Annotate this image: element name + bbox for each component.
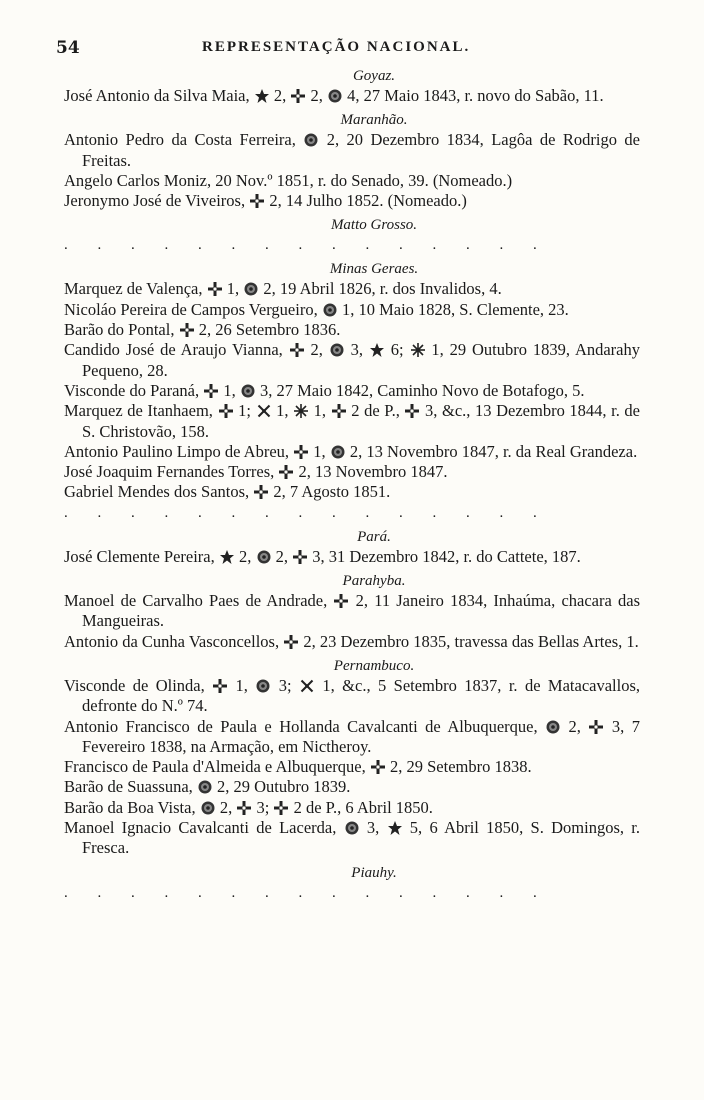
senator-entry [64,130,640,171]
cross-order-icon [405,404,419,418]
rose-order-icon [323,303,337,317]
cross-order-icon [254,485,268,499]
cross-order-icon [290,343,304,357]
senator-entry [64,340,640,381]
entry-text: 4, 27 Maio 1843, r. novo do Sabão, 11. [342,86,604,105]
rose-order-icon [244,282,258,296]
senator-entry [64,401,640,442]
rose-order-icon [546,720,560,734]
section-heading: Maranhão. [340,112,408,129]
entry-text: Candido José de Araujo Vianna, [64,340,289,360]
section-heading: Piauhy. [351,864,397,881]
rose-order-icon [304,133,318,147]
star-order-icon [370,343,384,357]
entry-text: 1, [222,279,244,299]
entry-text: 3, &c., 13 Dezembro 1844, r. de S. Christovão, 158. [82,401,641,441]
entry-text: 2, 7 Agosto 1851. [269,482,391,502]
entry-text: Jeronymo José de Viveiros, [64,191,250,211]
cross-order-icon [279,465,293,479]
entry-text: 2, 23 Dezembro 1835, travessa das Bellas Artes, 1. [299,631,639,651]
cross-order-icon [332,404,346,418]
cross-order-icon [208,282,222,296]
senator-entry [64,547,640,567]
cross-order-icon [371,760,385,774]
section-heading: Pernambuco. [333,657,415,674]
senator-entry [64,482,640,502]
senator-entry [64,757,640,777]
senator-entry [64,442,640,462]
senator-entry [64,462,640,482]
entry-text: 2, 20 Dezembro 1834, Lagôa de Rodrigo de Freitas. [82,130,640,170]
entry-text: Manoel Ignacio Cavalcanti de Lacerda, [64,818,344,838]
entry-text: José Joaquim Fernandes Torres, [64,462,279,482]
section-heading: Parahyba. [342,573,406,590]
entry-text: 3, 31 Dezembro 1842, r. do Cattete, 187. [308,546,581,566]
entry-text: 1, 29 Outubro 1839, Andarahy Pequeno, 28. [82,340,641,380]
entry-text: 2, [234,546,256,566]
senator-entry [64,591,640,632]
cross-order-icon [284,635,298,649]
entry-text: Antonio Paulino Limpo de Abreu, [64,441,294,461]
senator-entry [64,798,640,818]
entry-text: 2, [271,546,293,566]
entry-text: 1, &c., 5 Setembro 1837, r. de Matacavallos, defronte do N.º 74. [82,675,641,716]
entry-text: 2 de P., [346,401,405,421]
entry-text: 1, [271,401,294,421]
rose-order-icon [201,801,215,815]
cross-order-icon [250,194,264,208]
cross-order-icon [589,720,603,734]
rose-order-icon [198,780,212,794]
entry-text: 1, [309,401,331,421]
section-heading: Pará. [357,528,391,545]
entry-text: Antonio Francisco de Paula e Hollanda Cavalcanti de Albuquerque, [64,716,546,736]
rose-order-icon [330,343,344,357]
entry-text: Angelo Carlos Moniz, 20 Nov.º 1851, r. do Senado, 39. (Nomeado.) [64,170,513,190]
entry-text: 1, 10 Maio 1828, S. Clemente, 23. [337,299,569,319]
rose-order-icon [241,384,255,398]
entry-text: José Clemente Pereira, [64,546,219,566]
cross-order-icon [219,404,233,418]
entry-text: 2, [561,716,589,736]
entry-text: Antonio da Cunha Vasconcellos, [64,631,284,651]
entry-text: 3, [344,340,369,360]
entry-text: Marquez de Valença, [64,279,207,299]
entry-text: 2 de P., 6 Abril 1850. [289,797,433,817]
senator-entry [64,86,640,106]
entry-text: 2, [269,86,291,105]
sun-order-icon [411,343,425,357]
entry-text: 5, 6 Abril 1850, S. Domingos, r. Fresca. [82,818,640,858]
senator-entry [64,320,640,340]
entry-text: 2, 26 Setembro 1836. [194,320,341,340]
entry-text: 2, [304,340,329,360]
page-number: 54 [56,38,80,58]
dot-leader: . . . . . . . . . . . . . . . [64,884,550,901]
section-heading: Minas Geraes. [329,261,419,278]
entry-text: 2, 13 Novembro 1847. [294,462,448,482]
rose-order-icon [331,445,345,459]
entry-text: 2, [306,86,327,105]
star-order-icon [388,821,402,835]
star-order-icon [255,89,269,103]
senator-entry [64,279,640,299]
entry-text: 3; [252,797,274,817]
entry-text: Manoel de Carvalho Paes de Andrade, [64,591,334,611]
entry-text: 2, [215,797,237,817]
entry-text: 2, 13 Novembro 1847, r. da Real Grandeza. [345,441,638,461]
rose-order-icon [256,679,270,693]
entry-text: Barão do Pontal, [64,320,179,340]
senator-entry [64,676,640,717]
entry-text: Marquez de Itanhaem, [64,401,218,421]
running-title: REPRESENTAÇÃO NACIONAL. [202,39,471,55]
rose-order-icon [345,821,359,835]
entry-text: Nicoláo Pereira de Campos Vergueiro, [64,299,322,319]
entry-text: 1, [228,675,256,695]
entry-text: 2, 19 Abril 1826, r. dos Invalidos, 4. [259,279,502,299]
entry-text: 1, [309,441,330,461]
cross-order-icon [274,801,288,815]
star-order-icon [220,550,234,564]
senator-entry [64,300,640,320]
dot-leader: . . . . . . . . . . . . . . . [64,504,550,521]
senator-entry [64,171,640,191]
cross-order-icon [180,323,194,337]
entry-text: 3, 27 Maio 1842, Caminho Novo de Botafogo, 5. [255,380,585,400]
entry-text: 6; [384,340,410,360]
entry-text: Antonio Pedro da Costa Ferreira, [64,130,304,150]
entry-text: 3, [359,818,387,838]
entry-text: Francisco de Paula d'Almeida e Albuquerque, [64,757,370,777]
cross-order-icon [291,89,305,103]
senator-entry [64,191,640,211]
entry-text: 2, 29 Setembro 1838. [385,757,532,777]
senator-entry [64,777,640,797]
entry-text: Visconde do Paraná, [64,380,204,400]
saltire-order-icon [257,404,271,418]
senator-entry [64,717,640,758]
rose-order-icon [328,89,342,103]
page-header [56,38,652,60]
cross-order-icon [293,550,307,564]
senators-list [64,66,640,903]
entry-text: 2, 14 Julho 1852. (Nomeado.) [265,191,467,211]
entry-text: Visconde de Olinda, [64,675,213,695]
entry-text: José Antonio da Silva Maia, [64,86,254,105]
entry-text: 3, 7 Fevereiro 1838, na Armação, em Nictheroy. [82,716,641,756]
section-heading: Matto Grosso. [330,217,418,234]
entry-text: Barão da Boa Vista, [64,797,200,817]
entry-text: 2, 29 Outubro 1839. [212,777,351,797]
senator-entry [64,818,640,859]
senator-entry [64,381,640,401]
entry-text: Gabriel Mendes dos Santos, [64,482,254,502]
saltire-order-icon [300,679,314,693]
sun-order-icon [294,404,308,418]
entry-text: 1; [233,401,256,421]
entry-text: 3; [271,675,299,695]
section-heading: Goyaz. [352,68,396,84]
cross-order-icon [237,801,251,815]
entry-text: 1, [219,380,240,400]
cross-order-icon [213,679,227,693]
entry-text: Barão de Suassuna, [64,777,197,797]
cross-order-icon [294,445,308,459]
entry-text: 2, 11 Janeiro 1834, Inhaúma, chacara das Mangueiras. [82,591,640,631]
senator-entry [64,632,640,652]
dot-leader: . . . . . . . . . . . . . . . [64,237,550,254]
rose-order-icon [257,550,271,564]
cross-order-icon [204,384,218,398]
cross-order-icon [334,594,348,608]
